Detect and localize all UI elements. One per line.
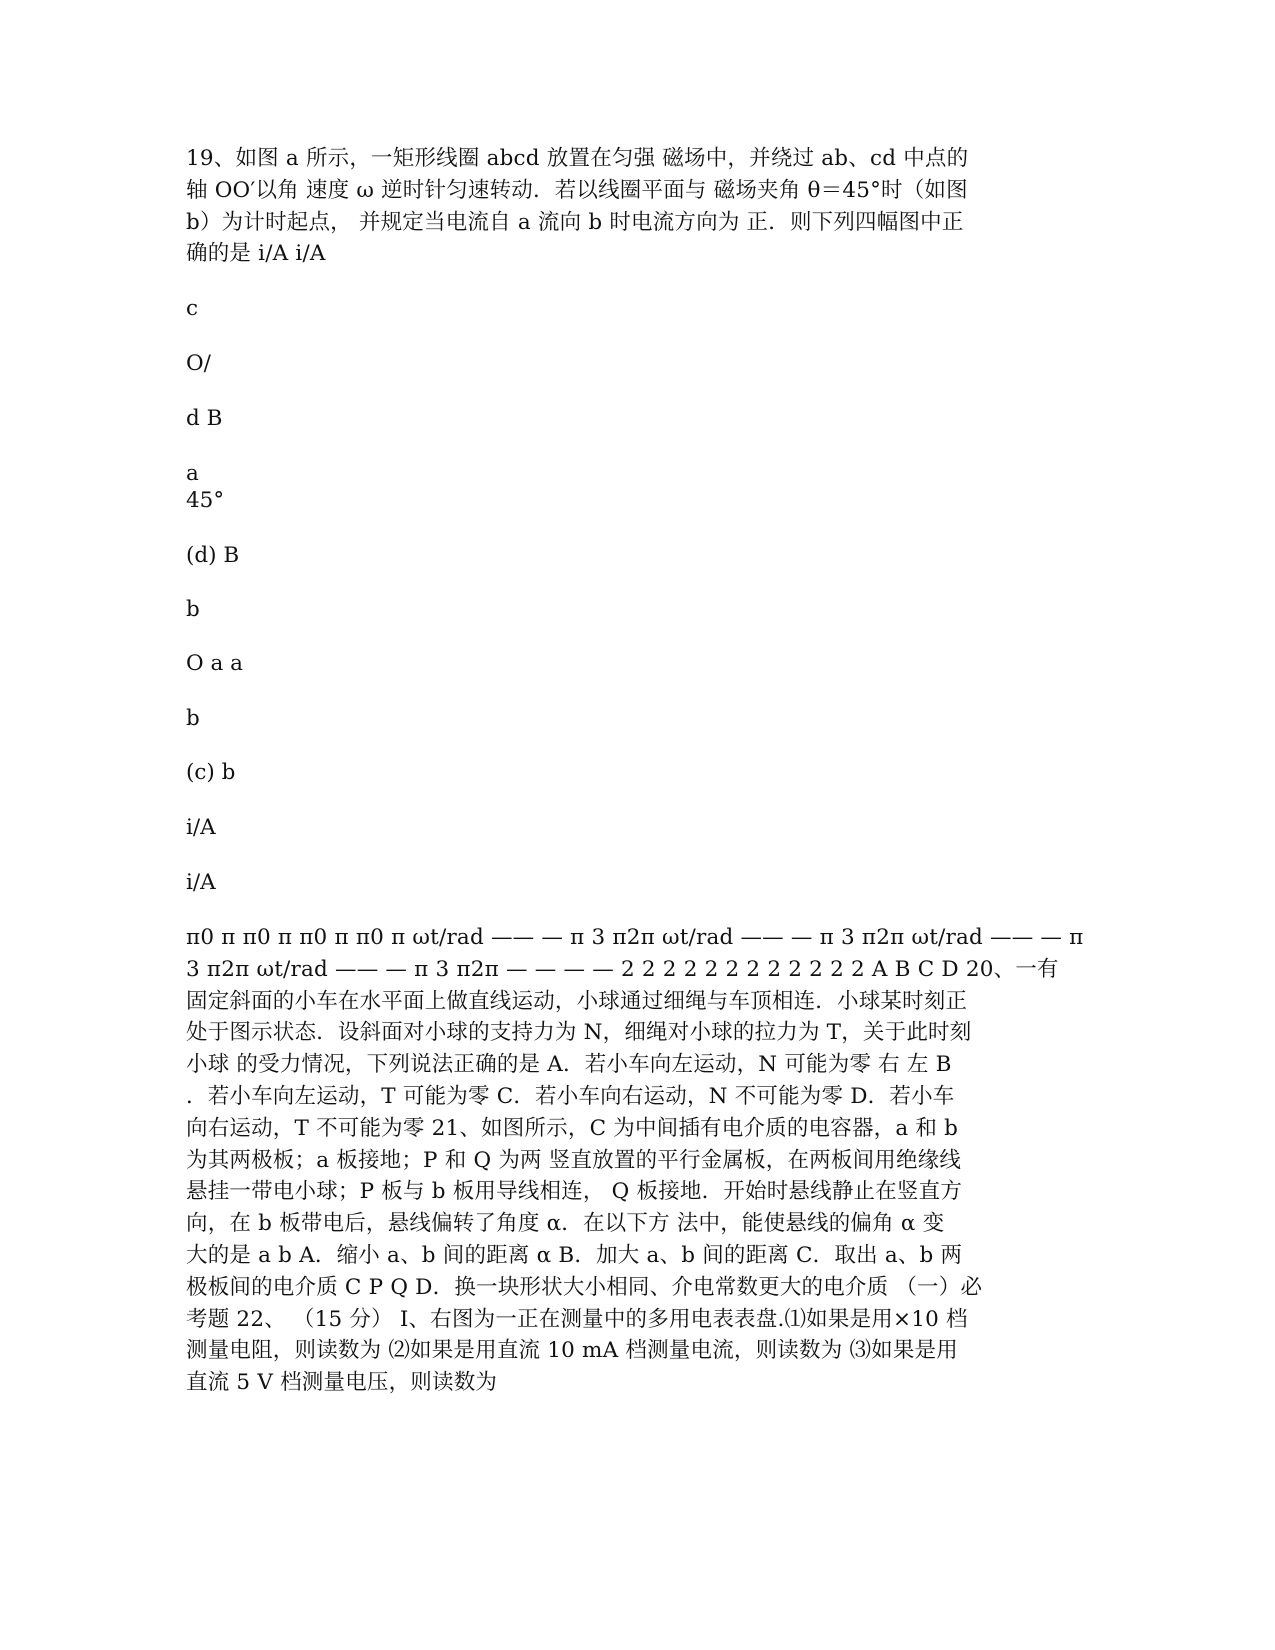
text-line: 轴 OO′以角 速度 ω 逆时针匀速转动．若以线圈平面与 磁场夹角 θ＝45°时（如图 xyxy=(186,177,968,203)
text-line: 考题 22、 （15 分） I、右图为一正在测量中的多用电表表盘.⑴如果是用×10 档 xyxy=(186,1306,968,1332)
text-line: 向，在 b 板带电后，悬线偏转了角度 α．在以下方 法中，能使悬线的偏角 α 变 xyxy=(186,1211,945,1237)
text-line: 测量电阻，则读数为 ⑵如果是用直流 10 mA 档测量电流，则读数为 ⑶如果是用 xyxy=(186,1338,958,1364)
text-line: 固定斜面的小车在水平面上做直线运动，小球通过细绳与车顶相连．小球某时刻正 xyxy=(186,988,968,1014)
text-line: 悬挂一带电小球；P 板与 b 板用导线相连， Q 板接地．开始时悬线静止在竖直方 xyxy=(186,1179,963,1205)
text-line: 小球 的受力情况，下列说法正确的是 A．若小车向左运动，N 可能为零 右 左 B xyxy=(186,1052,952,1078)
figure-label: c xyxy=(186,296,199,321)
text-line: π0 π π0 π π0 π π0 π ωt/rad —— — π 3 π2π ωt/rad —— — π 3 π2π ωt/rad —— — π xyxy=(186,925,1084,950)
text-line: 为其两极板；a 板接地；P 和 Q 为两 竖直放置的平行金属板，在两板间用绝缘线 xyxy=(186,1147,962,1173)
questions-20-22-text xyxy=(186,922,1096,1399)
figure-label: (d) B xyxy=(186,543,240,568)
text-line: 3 π2π ωt/rad —— — π 3 π2π — — — — 2 2 2 2 2 2 2 2 2 2 2 2 A B C D 20、一有 xyxy=(186,956,1059,982)
figure-label: O a a xyxy=(186,651,243,676)
figure-label: (c) b xyxy=(186,760,236,785)
text-line: 直流 5 V 档测量电压，则读数为 xyxy=(186,1370,498,1396)
text-line: 确的是 i/A i/A xyxy=(186,241,326,267)
text-line: b）为计时起点， 并规定当电流自 a 流向 b 时电流方向为 正．则下列四幅图中正 xyxy=(186,209,964,235)
figure-label: b xyxy=(186,706,200,731)
question-19-text xyxy=(186,143,1096,270)
figure-label: b xyxy=(186,597,200,622)
text-line: 大的是 a b A．缩小 a、b 间的距离 α B．加大 a、b 间的距离 C．取出 a、b 两 xyxy=(186,1242,963,1268)
text-line: ．若小车向左运动，T 可能为零 C．若小车向右运动，N 不可能为零 D．若小车 xyxy=(186,1083,955,1109)
text-line: 处于图示状态．设斜面对小球的支持力为 N，细绳对小球的拉力为 T，关于此时刻 xyxy=(186,1020,972,1046)
figure-label: O/ xyxy=(186,351,211,376)
figure-label: a xyxy=(186,461,199,486)
figure-label: d B xyxy=(186,406,223,431)
text-line: 向右运动，T 不可能为零 21、如图所示，C 为中间插有电介质的电容器，a 和 b xyxy=(186,1115,959,1141)
text-line: 极板间的电介质 C P Q D．换一块形状大小相同、介电常数更大的电介质 （一）必 xyxy=(186,1274,983,1300)
text-line: 19、如图 a 所示，一矩形线圈 abcd 放置在匀强 磁场中，并绕过 ab、cd 中点的 xyxy=(186,146,969,171)
figure-label: i/A xyxy=(186,870,216,895)
figure-label: i/A xyxy=(186,815,216,840)
figure-label: 45° xyxy=(186,488,225,513)
